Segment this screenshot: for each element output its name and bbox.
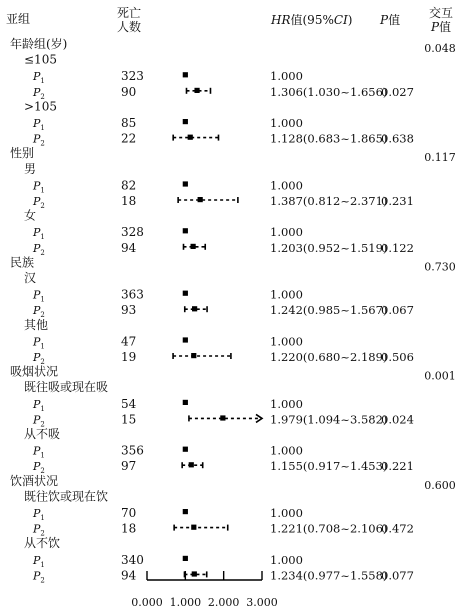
subgroup-label: 既往饮或现在饮 xyxy=(24,489,109,504)
p2-label: $P_2$ xyxy=(33,351,45,366)
label-subscript: 2 xyxy=(40,467,45,476)
deaths-count: 54 xyxy=(121,396,137,411)
hr-ci-text: 1.000 xyxy=(270,552,303,567)
group-label: 饮酒状况 xyxy=(10,473,59,488)
p2-label: $P_2$ xyxy=(33,304,45,320)
deaths-count: 15 xyxy=(121,412,137,427)
hr-marker xyxy=(192,306,197,311)
hr-ci-text: 1.221(0.708~2.106) xyxy=(270,521,388,536)
hr-marker xyxy=(191,244,196,249)
hr-ci-text: 1.203(0.952~1.519) xyxy=(270,240,388,255)
hr-ci-text: 1.220(0.680~2.189) xyxy=(270,350,388,364)
deaths-count: 22 xyxy=(121,131,137,146)
header-p-italic: P xyxy=(380,13,389,27)
hr-marker xyxy=(189,462,194,467)
subgroup-label: 从不吸 xyxy=(24,427,61,441)
label-subscript: 1 xyxy=(40,342,45,351)
hr-ci-text: 1.000 xyxy=(270,396,303,411)
subgroup-label: 汉 xyxy=(24,271,37,285)
hr-marker xyxy=(198,197,203,202)
label-subscript: 2 xyxy=(40,576,45,585)
reference-marker xyxy=(183,509,188,514)
header-hr-close: ) xyxy=(347,13,353,27)
label-subscript: 2 xyxy=(40,529,45,538)
p-value: 0.122 xyxy=(381,240,414,255)
deaths-count: 47 xyxy=(121,334,137,349)
reference-marker xyxy=(183,291,188,296)
label-subscript: 2 xyxy=(40,358,45,366)
p-interaction-value: 0.001 xyxy=(424,369,456,383)
header-deaths-line1: 死亡 xyxy=(117,6,142,20)
deaths-count: 94 xyxy=(121,568,137,583)
deaths-count: 94 xyxy=(121,240,137,255)
p1-label: $P_1$ xyxy=(33,444,45,460)
subgroup-label: 从不饮 xyxy=(24,536,61,551)
header-subgroup: 亚组 xyxy=(6,12,31,26)
p-value: 0.067 xyxy=(381,303,414,318)
hr-ci-text: 1.000 xyxy=(270,116,303,130)
hr-ci-text: 1.242(0.985~1.567) xyxy=(270,303,388,318)
hr-marker xyxy=(188,135,193,140)
deaths-count: 19 xyxy=(121,350,137,364)
group-label: 性别 xyxy=(10,146,35,161)
deaths-count: 328 xyxy=(121,225,144,240)
p1-label: $P_1$ xyxy=(33,507,45,522)
hr-ci-text: 1.155(0.917~1.453) xyxy=(270,459,388,474)
p2-label: $P_2$ xyxy=(33,413,45,429)
reference-marker xyxy=(183,447,188,452)
hr-ci-text: 1.234(0.977~1.558) xyxy=(270,568,388,583)
p2-label: $P_2$ xyxy=(33,132,45,148)
reference-marker xyxy=(183,400,188,405)
hr-ci-text: 1.000 xyxy=(270,225,303,240)
deaths-count: 356 xyxy=(121,443,144,458)
header-pint-italic: P xyxy=(430,20,440,34)
hr-ci-text: 1.000 xyxy=(270,69,303,84)
p-value: 0.077 xyxy=(381,568,414,583)
p2-label: $P_2$ xyxy=(33,569,45,585)
label-subscript: 2 xyxy=(40,248,45,257)
hr-ci-text: 1.000 xyxy=(270,506,303,520)
label-subscript: 2 xyxy=(40,139,45,148)
p1-label: $P_1$ xyxy=(33,117,45,132)
subgroup-label: 女 xyxy=(24,208,37,223)
label-subscript: 1 xyxy=(40,514,45,522)
deaths-count: 363 xyxy=(121,287,144,302)
header-p-rest: 值 xyxy=(388,13,401,27)
label-subscript: 2 xyxy=(40,311,45,320)
hr-ci-text: 1.128(0.683~1.865) xyxy=(270,131,388,146)
hr-ci-text: 1.000 xyxy=(270,334,303,349)
reference-marker xyxy=(183,181,188,186)
header-hr-ci: CI xyxy=(333,13,348,27)
p1-label: $P_1$ xyxy=(33,397,45,413)
deaths-count: 97 xyxy=(121,459,137,474)
p1-label: $P_1$ xyxy=(33,179,45,195)
deaths-count: 90 xyxy=(121,84,137,99)
p2-label: $P_2$ xyxy=(33,522,45,538)
label-subscript: 2 xyxy=(40,420,45,429)
label-subscript: 1 xyxy=(40,404,45,413)
p-value: 0.024 xyxy=(381,412,414,427)
subgroup-label: ≤105 xyxy=(24,52,57,67)
reference-marker xyxy=(183,337,188,342)
hr-marker xyxy=(192,571,197,576)
p-value: 0.231 xyxy=(381,194,414,208)
deaths-count: 82 xyxy=(121,178,137,193)
p-interaction-value: 0.117 xyxy=(424,151,456,165)
x-axis-tick-label: 3.000 xyxy=(246,596,278,609)
hr-marker xyxy=(191,525,196,530)
x-axis-tick-label: 1.000 xyxy=(169,596,202,609)
label-subscript: 1 xyxy=(40,124,45,132)
label-subscript: 2 xyxy=(40,202,45,210)
hr-ci-text: 1.000 xyxy=(270,443,303,458)
p1-label: $P_1$ xyxy=(33,288,45,304)
hr-ci-text: 1.387(0.812~2.371) xyxy=(270,194,388,208)
p-value: 0.506 xyxy=(381,350,414,364)
p-interaction-value: 0.730 xyxy=(424,260,456,274)
label-subscript: 1 xyxy=(40,77,45,86)
subgroup-label: >105 xyxy=(24,99,57,114)
p1-label: $P_1$ xyxy=(33,226,45,242)
reference-marker xyxy=(183,556,188,561)
header-pint-line1: 交互 xyxy=(428,6,453,20)
x-axis-tick-label: 2.000 xyxy=(207,596,240,609)
hr-marker xyxy=(194,88,199,93)
p-interaction-value: 0.048 xyxy=(424,42,456,55)
label-subscript: 1 xyxy=(40,186,45,195)
hr-ci-text: 1.979(1.094~3.582) xyxy=(270,412,388,427)
header-pint-rest: 值 xyxy=(439,20,452,34)
reference-marker xyxy=(183,72,188,77)
label-subscript: 1 xyxy=(40,560,45,569)
label-subscript: 2 xyxy=(40,92,45,101)
header-hr-rest: 值(95% xyxy=(290,13,334,27)
header-deaths-line2: 人数 xyxy=(117,20,142,34)
p-interaction-value: 0.600 xyxy=(424,478,456,492)
deaths-count: 323 xyxy=(121,69,144,84)
p2-label: $P_2$ xyxy=(33,241,45,257)
p1-label: $P_1$ xyxy=(33,335,45,351)
x-axis-tick-label: 0.000 xyxy=(131,596,163,609)
group-label: 民族 xyxy=(10,255,35,270)
header-hr-italic: HR xyxy=(271,13,291,27)
p2-label: $P_2$ xyxy=(33,460,45,476)
label-subscript: 1 xyxy=(40,233,45,242)
deaths-count: 340 xyxy=(121,552,144,567)
p2-label: $P_2$ xyxy=(33,85,45,101)
deaths-count: 18 xyxy=(121,521,137,536)
p-value: 0.638 xyxy=(381,131,414,146)
p-value: 0.472 xyxy=(381,521,414,536)
subgroup-label: 其他 xyxy=(24,317,49,332)
hr-ci-text: 1.306(1.030~1.656) xyxy=(270,84,388,99)
hr-marker xyxy=(220,415,225,420)
reference-marker xyxy=(183,228,188,233)
deaths-count: 18 xyxy=(121,194,137,208)
group-label: 年龄组(岁) xyxy=(10,37,68,51)
p2-label: $P_2$ xyxy=(33,195,45,210)
deaths-count: 70 xyxy=(121,506,137,520)
p-value: 0.221 xyxy=(381,459,414,474)
reference-marker xyxy=(183,119,188,124)
label-subscript: 1 xyxy=(40,295,45,304)
label-subscript: 1 xyxy=(40,451,45,460)
p-value: 0.027 xyxy=(381,84,414,99)
hr-ci-text: 1.000 xyxy=(270,287,303,302)
deaths-count: 85 xyxy=(121,116,137,130)
group-label: 吸烟状况 xyxy=(10,364,59,379)
hr-marker xyxy=(191,353,196,358)
deaths-count: 93 xyxy=(121,303,137,318)
subgroup-label: 既往吸或现在吸 xyxy=(24,380,109,395)
p1-label: $P_1$ xyxy=(33,70,45,86)
p1-label: $P_1$ xyxy=(33,553,45,569)
hr-ci-text: 1.000 xyxy=(270,178,303,193)
subgroup-label: 男 xyxy=(24,161,37,176)
